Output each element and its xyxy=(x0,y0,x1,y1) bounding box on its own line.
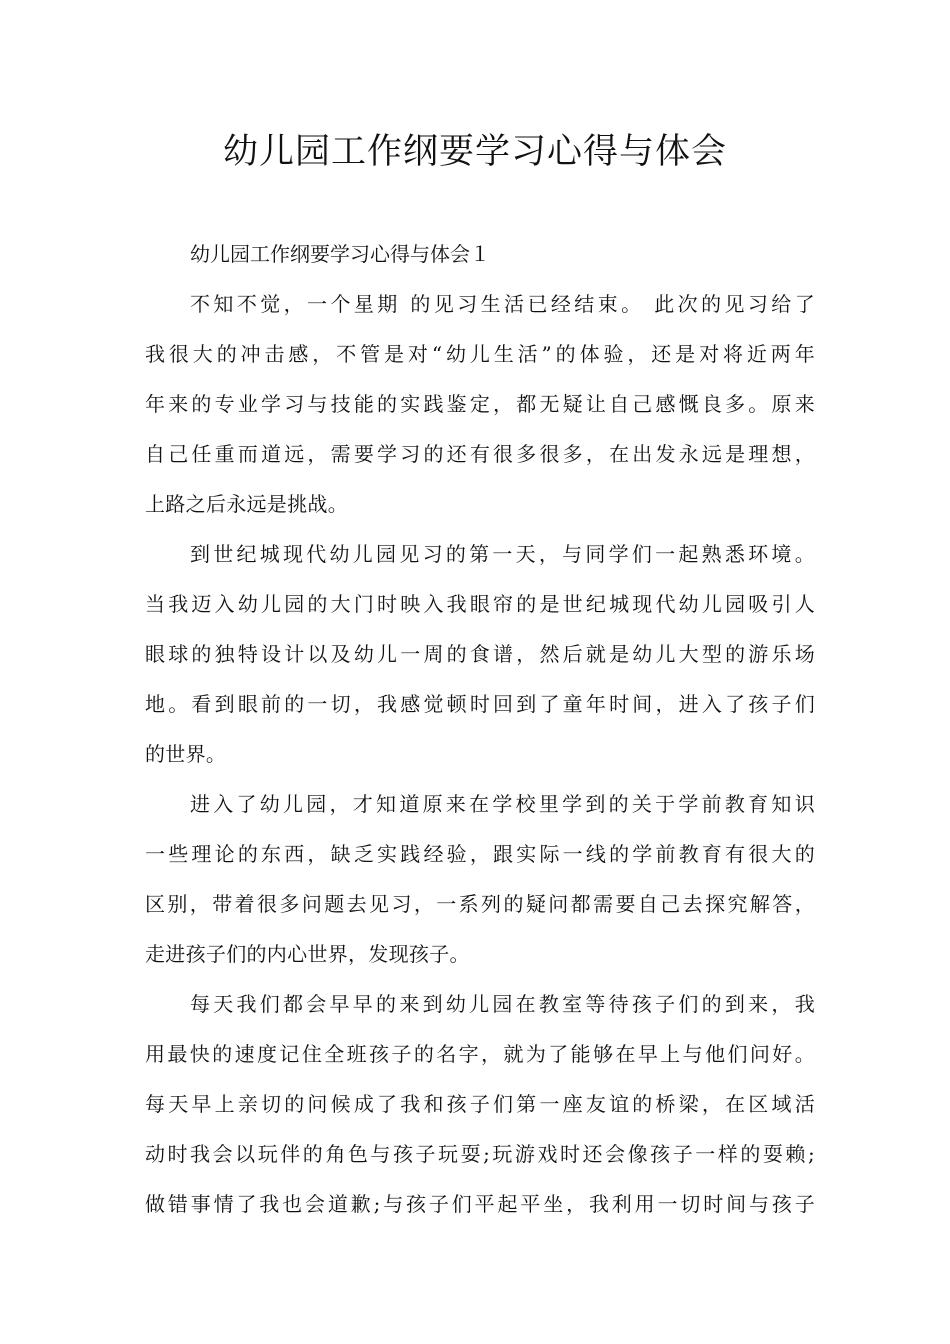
paragraph-line: 每天早上亲切的问候成了我和孩子们第一座友谊的桥梁，在区域活 xyxy=(145,1092,815,1116)
paragraph-line: 走进孩子们的内心世界，发现孩子。 xyxy=(145,942,470,966)
paragraph-line: 进入了幼儿园，才知道原来在学校里学到的关于学前教育知识 xyxy=(190,792,815,816)
paragraph-line: 一些理论的东西，缺乏实践经验，跟实际一线的学前教育有很大的 xyxy=(145,842,815,866)
paragraph xyxy=(145,979,815,1229)
paragraph-line: 我很大的冲击感，不管是对“幼儿生活”的体验，还是对将近两年 xyxy=(145,342,815,366)
paragraph-line: 地。看到眼前的一切，我感觉顿时回到了童年时间，进入了孩子们 xyxy=(145,692,815,716)
document-body xyxy=(145,229,815,1229)
paragraph-line: 年来的专业学习与技能的实践鉴定，都无疑让自己感慨良多。原来 xyxy=(145,392,815,416)
paragraph xyxy=(145,779,815,979)
paragraph-line: 眼球的独特设计以及幼儿一周的食谱，然后就是幼儿大型的游乐场 xyxy=(145,642,815,666)
paragraph-line: 做错事情了我也会道歉;与孩子们平起平坐，我利用一切时间与孩子 xyxy=(145,1192,815,1216)
paragraph-line: 的世界。 xyxy=(145,742,227,766)
paragraph xyxy=(145,279,815,529)
paragraph-line: 上路之后永远是挑战。 xyxy=(145,492,348,516)
section-subtitle: 幼儿园工作纲要学习心得与体会１ xyxy=(190,242,490,266)
paragraph-line: 到世纪城现代幼儿园见习的第一天，与同学们一起熟悉环境。 xyxy=(190,542,815,566)
paragraph-line: 用最快的速度记住全班孩子的名字，就为了能够在早上与他们问好。 xyxy=(145,1042,815,1066)
paragraph-line: 自己任重而道远，需要学习的还有很多很多，在出发永远是理想， xyxy=(145,442,815,466)
paragraph-line: 当我迈入幼儿园的大门时映入我眼帘的是世纪城现代幼儿园吸引人 xyxy=(145,592,815,616)
paragraph xyxy=(145,529,815,779)
paragraph-line: 每天我们都会早早的来到幼儿园在教室等待孩子们的到来，我 xyxy=(190,992,815,1016)
document-title: 幼儿园工作纲要学习心得与体会 xyxy=(222,132,727,172)
paragraph-line: 动时我会以玩伴的角色与孩子玩耍;玩游戏时还会像孩子一样的耍赖; xyxy=(145,1142,815,1166)
paragraph-line: 区别，带着很多问题去见习，一系列的疑问都需要自己去探究解答， xyxy=(145,892,815,916)
paragraph-line: 不知不觉，一个星期 的见习生活已经结束。 此次的见习给了 xyxy=(190,292,815,316)
